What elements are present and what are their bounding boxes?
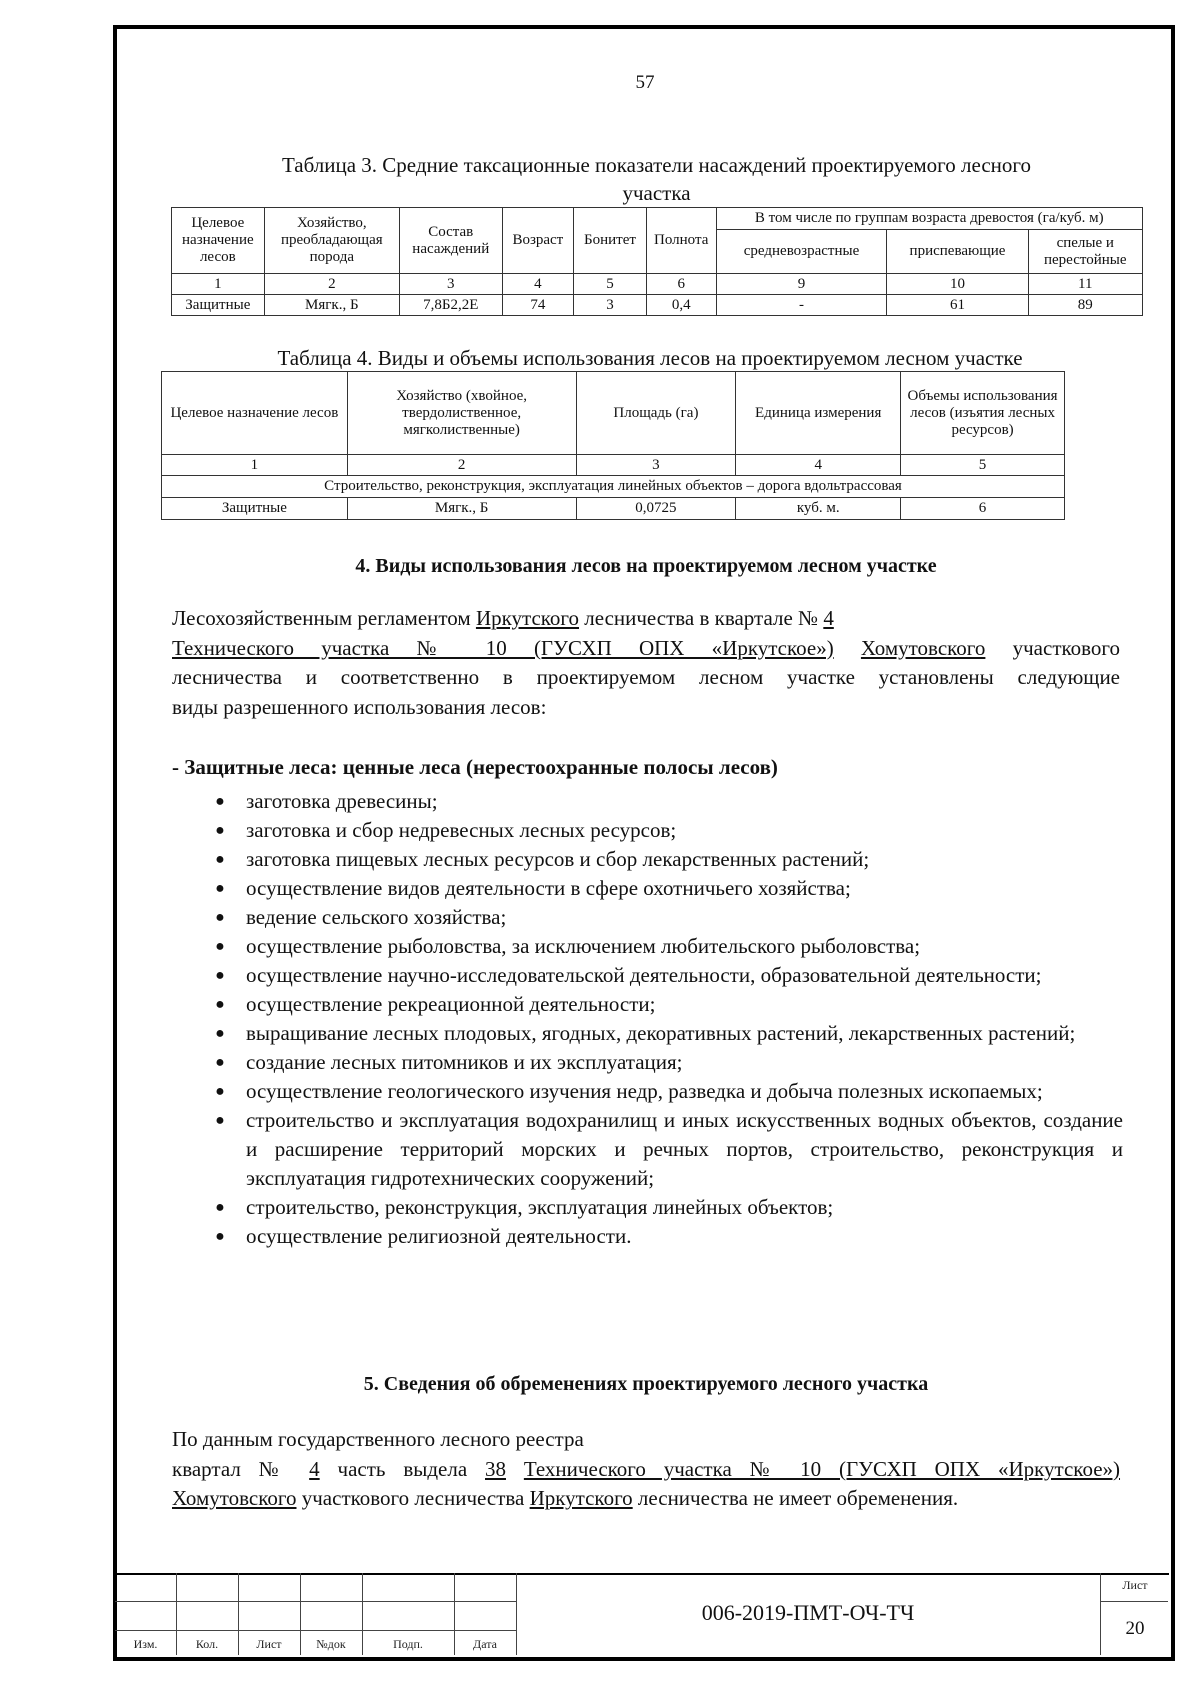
table4-group-row: Строительство, реконструкция, эксплуатация линейных объектов – дорога вдольтрассовая xyxy=(162,476,1065,498)
underlined-text: Технического участка № 10 (ГУСХП ОПХ «Иркутское») xyxy=(523,1456,1121,1481)
section5-paragraph xyxy=(172,1425,1120,1514)
text: лесничества в квартале № xyxy=(579,606,824,630)
bullet-icon: ● xyxy=(215,880,225,897)
section4-heading: 4. Виды использования лесов на проектируемом лесном участке xyxy=(355,555,937,577)
underlined-text: Иркутского xyxy=(475,606,579,630)
table3-cell: - xyxy=(716,295,887,316)
list-item xyxy=(210,1019,1123,1048)
table4-header-unit: Единица измерения xyxy=(736,372,901,455)
bullet-icon: ● xyxy=(215,851,225,868)
section4-subheading: - Защитные леса: ценные леса (нерестоохранные полосы лесов) xyxy=(172,755,778,779)
text: лесничества и соответственно в проектируемом лесном участке установлены следующие xyxy=(172,665,1120,689)
table4-colnum: 3 xyxy=(576,455,736,476)
list-item-text: осуществление рекреационной деятельности; xyxy=(246,992,656,1016)
table3-header-purpose: Целевое назначение лесов xyxy=(172,208,265,274)
permitted-uses-list xyxy=(210,787,1123,1251)
table3-colnum: 10 xyxy=(887,274,1028,295)
list-item xyxy=(210,874,1123,903)
list-item-text: осуществление религиозной деятельности. xyxy=(246,1224,632,1248)
table3-header-composition: Состав насаждений xyxy=(400,208,503,274)
table3-header-middle-aged: средневозрастные xyxy=(716,230,887,274)
table3-colnum: 6 xyxy=(646,274,716,295)
bullet-icon: ● xyxy=(215,938,225,955)
table3-colnum: 4 xyxy=(502,274,574,295)
table4-number-row xyxy=(162,455,1065,476)
text: участкового xyxy=(985,635,1120,660)
table3-caption-line1: Таблица 3. Средние таксационные показатели насаждений проектируемого лесного xyxy=(281,153,1031,177)
table4 xyxy=(161,371,1065,520)
table4-colnum: 4 xyxy=(736,455,901,476)
list-item xyxy=(210,903,1123,932)
list-item-text: выращивание лесных плодовых, ягодных, декоративных растений, лекарственных растений; xyxy=(246,1021,1076,1045)
text: Лесохозяйственным регламентом xyxy=(172,606,476,630)
list-item xyxy=(210,816,1123,845)
list-item xyxy=(210,961,1123,990)
document-code: 006-2019-ПМТ-ОЧ-ТЧ xyxy=(701,1600,915,1625)
table3-colnum: 11 xyxy=(1028,274,1142,295)
table4-caption: Таблица 4. Виды и объемы использования лесов на проектируемом лесном участке xyxy=(277,346,1023,370)
bullet-icon: ● xyxy=(215,1054,225,1071)
table3-cell: 89 xyxy=(1028,295,1142,316)
list-item-text: осуществление видов деятельности в сфере охотничьего хозяйства; xyxy=(246,876,851,900)
bullet-icon: ● xyxy=(215,996,225,1013)
bullet-icon: ● xyxy=(215,1112,225,1129)
section4-paragraph xyxy=(172,604,1120,722)
table4-colnum: 2 xyxy=(347,455,576,476)
list-item-text: строительство, реконструкция, эксплуатация линейных объектов; xyxy=(246,1195,834,1219)
bullet-icon: ● xyxy=(215,1228,225,1245)
list-item-text: создание лесных питомников и их эксплуатация; xyxy=(246,1050,683,1074)
sheet-label: Лист xyxy=(1122,1578,1148,1592)
list-item-text: осуществление научно-исследовательской деятельности, образовательной деятельности; xyxy=(246,963,1042,987)
underlined-text: Иркутского xyxy=(529,1486,633,1510)
underlined-text: 38 xyxy=(485,1456,506,1481)
table-row xyxy=(172,295,1143,316)
list-item xyxy=(210,1193,1123,1222)
list-item-text: заготовка древесины; xyxy=(246,789,438,813)
bullet-icon: ● xyxy=(215,1199,225,1216)
list-item xyxy=(210,932,1123,961)
text: квартал № xyxy=(172,1456,310,1481)
table3-cell: Мягк., Б xyxy=(264,295,399,316)
table3-caption-line2: участка xyxy=(622,181,691,205)
underlined-text: 4 xyxy=(309,1456,320,1481)
table4-cell: Мягк., Б xyxy=(347,498,576,520)
table4-cell: Защитные xyxy=(162,498,348,520)
table3-colnum: 3 xyxy=(400,274,503,295)
text: часть выдела xyxy=(319,1456,485,1481)
table-row xyxy=(162,498,1065,520)
table3-header-bonitet: Бонитет xyxy=(574,208,647,274)
page-number: 57 xyxy=(635,72,655,93)
table3-header-age-groups: В том числе по группам возраста древостоя (га/куб. м) xyxy=(716,208,1142,230)
underlined-text: Технического участка № 10 (ГУСХП ОПХ «Иркутское») xyxy=(172,635,834,660)
table3-cell: Защитные xyxy=(172,295,265,316)
bullet-icon: ● xyxy=(215,967,225,984)
table3-colnum: 5 xyxy=(574,274,647,295)
table3-colnum: 2 xyxy=(264,274,399,295)
list-item xyxy=(210,845,1123,874)
table4-header-area: Площадь (га) xyxy=(576,372,736,455)
list-item xyxy=(210,1077,1123,1106)
table3-header-density: Полнота xyxy=(646,208,716,274)
table4-header-volume: Объемы использования лесов (изъятия лесных ресурсов) xyxy=(901,372,1065,455)
underlined-text: 4 xyxy=(823,606,834,630)
table3 xyxy=(171,207,1143,316)
list-item xyxy=(210,990,1123,1019)
list-item xyxy=(210,1106,1123,1193)
bullet-icon: ● xyxy=(215,822,225,839)
table4-colnum: 5 xyxy=(901,455,1065,476)
table3-header-mature: спелые и перестойные xyxy=(1028,230,1142,274)
text: виды разрешенного использования лесов: xyxy=(172,694,547,719)
list-item xyxy=(210,1048,1123,1077)
underlined-text: Хомутовского xyxy=(860,635,986,660)
table4-cell: куб. м. xyxy=(736,498,901,520)
table4-cell: 0,0725 xyxy=(576,498,736,520)
list-item-text: заготовка и сбор недревесных лесных ресурсов; xyxy=(246,818,677,842)
sheet-number: 20 xyxy=(1125,1618,1145,1639)
table3-colnum: 9 xyxy=(716,274,887,295)
table3-header-maturing: приспевающие xyxy=(887,230,1028,274)
table3-header-economy: Хозяйство, преобладающая порода xyxy=(264,208,399,274)
stamp-label-change: Изм. xyxy=(133,1637,158,1651)
table3-header-age: Возраст xyxy=(502,208,574,274)
table3-cell: 74 xyxy=(502,295,574,316)
table3-cell: 3 xyxy=(574,295,647,316)
table4-header-purpose: Целевое назначение лесов xyxy=(162,372,348,455)
stamp-label-date: Дата xyxy=(473,1637,497,1651)
bullet-icon: ● xyxy=(215,1025,225,1042)
stamp-label-count: Кол. xyxy=(195,1637,219,1651)
stamp-label-sheet: Лист xyxy=(256,1637,282,1651)
table3-cell: 7,8Б2,2Е xyxy=(400,295,503,316)
stamp-top-border xyxy=(115,1573,1169,1575)
text xyxy=(834,636,861,660)
list-item-text: заготовка пищевых лесных ресурсов и сбор лекарственных растений; xyxy=(246,847,870,871)
stamp-label-doc-no: №док xyxy=(316,1637,346,1651)
bullet-icon: ● xyxy=(215,1083,225,1100)
table4-colnum: 1 xyxy=(162,455,348,476)
table3-cell: 0,4 xyxy=(646,295,716,316)
list-item xyxy=(210,787,1123,816)
table3-cell: 61 xyxy=(887,295,1028,316)
stamp-row-divider xyxy=(1100,1601,1168,1602)
text: По данным государственного лесного реестра xyxy=(172,1427,584,1451)
table4-cell: 6 xyxy=(901,498,1065,520)
list-item-text: осуществление геологического изучения недр, разведка и добыча полезных ископаемых; xyxy=(246,1079,1043,1103)
list-item xyxy=(210,1222,1123,1251)
list-item-text: строительство и эксплуатация водохранилищ и иных искусственных водных объектов, создание и расширение территорий морских и речных портов, строительство, реконструкция и эксплуатация гидротехнических сооружений; xyxy=(246,1108,1123,1190)
table3-number-row xyxy=(172,274,1143,295)
bullet-icon: ● xyxy=(215,909,225,926)
bullet-icon: ● xyxy=(215,793,225,810)
section5-heading: 5. Сведения об обременениях проектируемого лесного участка xyxy=(363,1373,929,1395)
text xyxy=(506,1457,524,1481)
list-item-text: осуществление рыболовства, за исключением любительского рыболовства; xyxy=(246,934,921,958)
table3-colnum: 1 xyxy=(172,274,265,295)
list-item-text: ведение сельского хозяйства; xyxy=(246,905,507,929)
underlined-text: Хомутовского xyxy=(172,1486,297,1510)
text: лесничества не имеет обременения. xyxy=(632,1486,959,1510)
text: участкового лесничества xyxy=(296,1486,530,1510)
stamp-label-signature: Подп. xyxy=(393,1637,423,1651)
table4-header-economy: Хозяйство (хвойное, твердолиственное, мягколиственные) xyxy=(347,372,576,455)
